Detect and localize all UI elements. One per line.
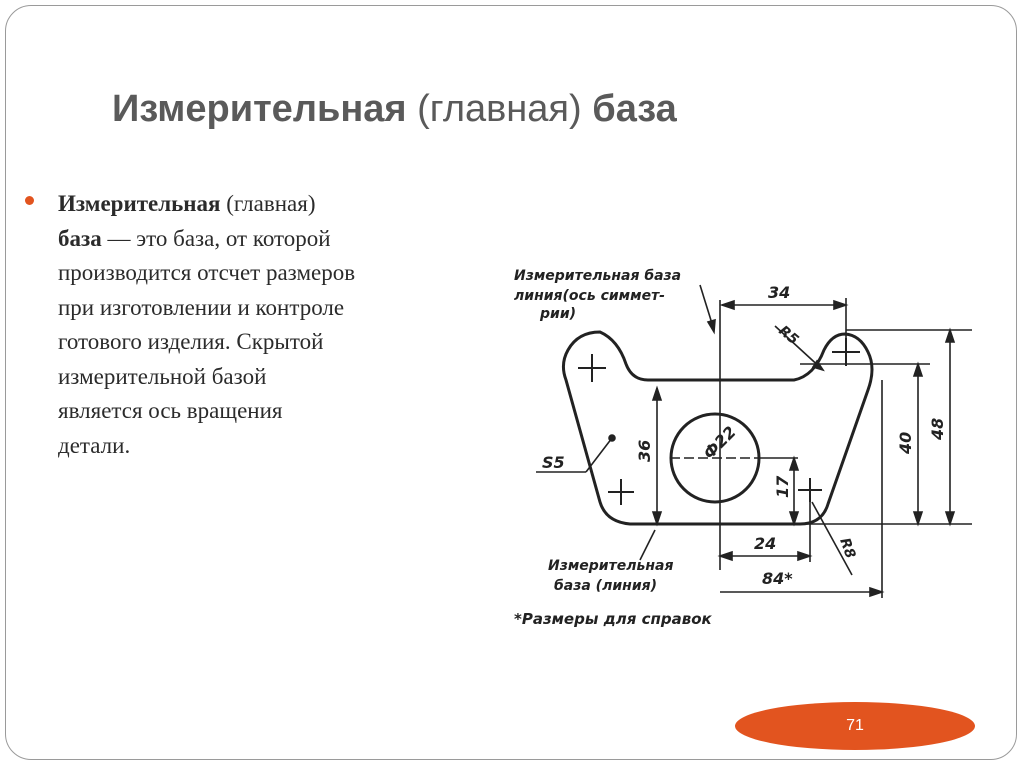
dim-36: 36 [635, 439, 654, 462]
technical-drawing [500, 240, 990, 660]
cross-top-left [578, 354, 606, 382]
label-base-1: Измерительная [548, 558, 674, 574]
dim-40: 40 [896, 431, 915, 454]
dim-24: 24 [754, 534, 777, 553]
cross-top-right [832, 338, 860, 366]
dim-phi22: Ф22 [699, 422, 740, 463]
page-number-badge: 71 [735, 702, 975, 750]
label-axis-2: линия(ось симмет- [514, 288, 665, 304]
slide-title: Измерительная (главная) база [112, 88, 677, 130]
label-axis-3: рии) [540, 306, 577, 322]
dim-r8: R8 [836, 535, 859, 561]
dim-48: 48 [928, 417, 947, 440]
dim-34: 34 [768, 283, 791, 302]
dim-r5: R5 [775, 322, 802, 349]
term-bold: Измерительная [58, 191, 221, 216]
dim-17: 17 [773, 475, 792, 498]
cross-bottom-left [608, 479, 634, 505]
label-axis-1: Измерительная база [514, 268, 682, 284]
part-outline [563, 332, 872, 524]
definition-text: Измерительная (главная) база — это база, от которой производится отсчет размеров при изготовлении и контроле готового изделия. Скрытой измерительной базой является ось вращения детали. [58, 191, 356, 458]
footnote: *Размеры для справок [514, 610, 712, 628]
bullet-icon [25, 196, 34, 205]
label-base-2: база (линия) [554, 578, 658, 594]
dim-84: 84* [762, 569, 793, 588]
dim-s5: S5 [542, 453, 565, 472]
